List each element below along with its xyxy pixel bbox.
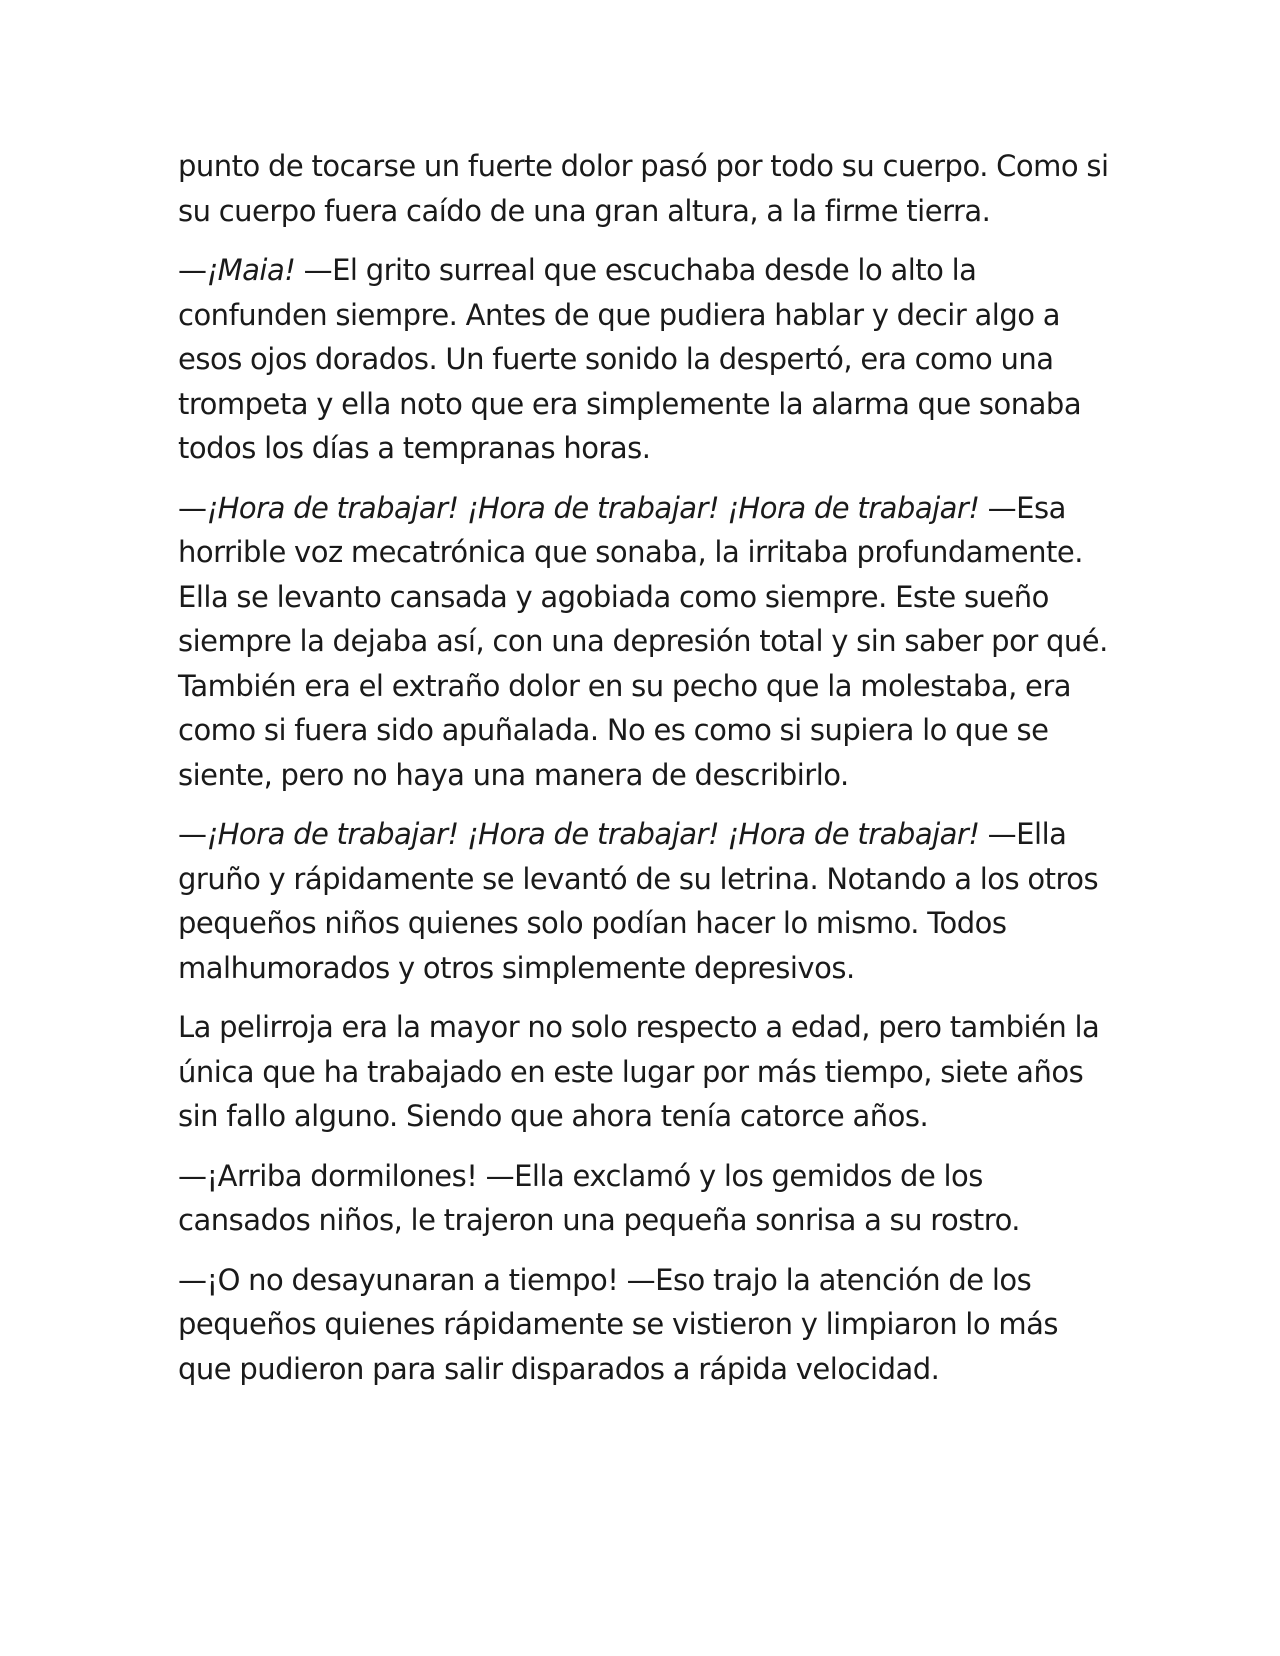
paragraph-text: — [178, 253, 207, 287]
italic-text: ¡Maia! [206, 253, 296, 287]
document-body [178, 144, 1118, 1406]
paragraph-text: —¡Arriba dormilones! —Ella exclamó y los gemidos de los cansados niños, le trajeron una pequeña sonrisa a su rostro. [178, 1158, 1021, 1237]
paragraph [178, 1005, 1118, 1139]
paragraph [178, 486, 1118, 798]
paragraph [178, 1258, 1118, 1392]
paragraph-text: —El grito surreal que escuchaba desde lo alto la confunden siempre. Antes de que pudiera hablar y decir algo a esos ojos dorados. Un fuerte sonido la despertó, era como una trompeta y ella noto que era simplemente la alarma que sonaba todos los días a tempranas horas. [178, 253, 1082, 465]
paragraph-text: La pelirroja era la mayor no solo respecto a edad, pero también la única que ha trabajado en este lugar por más tiempo, siete años sin fallo alguno. Siendo que ahora tenía catorce años. [178, 1010, 1100, 1133]
paragraph [178, 1154, 1118, 1243]
paragraph [178, 812, 1118, 990]
paragraph-text: —Ella gruño y rápidamente se levantó de su letrina. Notando a los otros pequeños niños quienes solo podían hacer lo mismo. Todos malhumorados y otros simplemente depresivos. [178, 817, 1099, 985]
paragraph-text: punto de tocarse un fuerte dolor pasó por todo su cuerpo. Como si su cuerpo fuera caído de una gran altura, a la firme tierra. [178, 149, 1109, 228]
italic-text: ¡Hora de trabajar! ¡Hora de trabajar! ¡Hora de trabajar! [206, 817, 980, 851]
italic-text: ¡Hora de trabajar! ¡Hora de trabajar! ¡Hora de trabajar! [206, 490, 980, 525]
paragraph-text: —Esa horrible voz mecatrónica que sonaba, la irritaba profundamente. Ella se levanto cansada y agobiada como siempre. Este sueño siempre la dejaba así, con una depresión total y sin saber por qué. También era el extraño dolor en su pecho que la molestaba, era como si fuera sido apuñalada. No es como si supiera lo que se siente, pero no haya una manera de describirlo. [178, 490, 1108, 792]
paragraph-text: — [178, 817, 207, 851]
paragraph [178, 248, 1118, 471]
paragraph-text: — [178, 490, 207, 525]
paragraph-text: —¡O no desayunaran a tiempo! —Eso trajo la atención de los pequeños quienes rápidamente se vistieron y limpiaron lo más que pudieron para salir disparados a rápida velocidad. [178, 1262, 1058, 1386]
paragraph [178, 144, 1118, 233]
